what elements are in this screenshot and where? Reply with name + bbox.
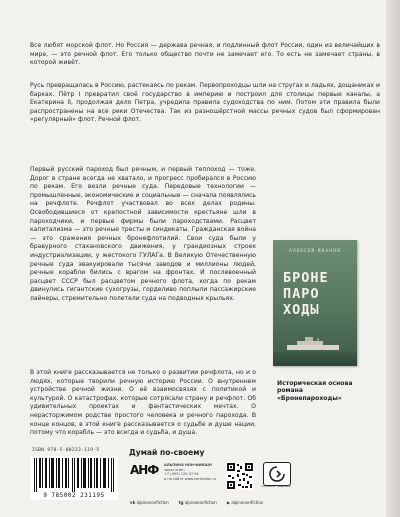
cover-edge <box>386 0 400 517</box>
publisher-logo: АНФ <box>130 463 159 477</box>
paragraph-progress: Первый русский пароход был речным, и первый теплоход — тоже. Дорог в стране всегда не хватало, и прогресс пробирался в Россию по рекам. Его везли речные суда. Передовые технологии — промышленные, экономические и социальные — сначала появлялись на речфлоте. Речфлот участвовал во всех делах родины. Освободившиеся от крепостной зависимости крестьяне шли в пароходчики, и первые фирмы были пароходствами. Расцвет капитализма — это речные тресты и синдикаты. Гражданская война — это сражения речных бронефлотилий. Свои суда были у бравурного стахановского движения, у грандиозных строек индустриализации, у жестокого ГУЛАГа. В Великую Отечественную речные суда эвакуировали тысячи заводов и миллионы людей, речные корабли бились с врагом на фронтах. И послевоенный расцвет СССР был расцветом речного флота, когда по рекам двинулись гигантские сухогрузы, горделиво поплыли пассажирские лайнеры, стремительно полетели суда на подводных крыльях. <box>30 166 256 302</box>
paragraph-intro: Все любят морской флот. Но Россия — держава речная, и подлинный флот России, один из величайших в мире, — это речной флот. Его только общество почти не замечает его. То есть не замечает страны, в которой живёт. <box>30 42 380 67</box>
publisher-badge <box>263 462 291 486</box>
barcode-block <box>30 448 118 500</box>
paragraph-about-book: В этой книге рассказывается не только о развитии речфлота, но и о людях, которые творили речную историю России. О внутреннем устройстве речной жизни. О её взаимосвязях с политикой и культурой. О катастрофах, которые сотрясали страну и речфлот. Об удивительных проектах и фантастических мечтах. О нерасторжимом родстве простого человека и речного парохода. В конце концов, в этой книге рассказывается о судьбе и душе нации, потому что корабль — это всегда и судьба, и душа. <box>30 369 256 437</box>
social-links <box>130 500 263 505</box>
series-name: Думай по-своему <box>129 448 205 457</box>
featured-book-title: БРОНЕ ПАРО ХОДЫ <box>283 270 329 318</box>
qr-code <box>226 462 254 490</box>
featured-book-caption: Историческая основа романа «Бронепароходы» <box>277 380 353 402</box>
telegram-link[interactable]: tg alpinanonfiction <box>178 500 217 505</box>
youtube-link[interactable]: ▶ alpinanonfiction <box>226 500 264 505</box>
paragraph-history: Русь превращалась в Россию, растекаясь по рекам. Первопроходцы шли на стругах и ладьях, дощаниках и барках. Пётр I превратил своё государство в империю и построил для столицы первые каналы, а Екатерина II, продолжая дело Петра, учредила правила судоходства по ним. Потом эти правила были распространены на все реки Отечества. Так из разношёрстной массы речных судов был сформирован «регулярный» флот. Речной флот. <box>30 82 380 124</box>
badge-icon <box>268 466 286 482</box>
badge-label: Сохраняя традиции <box>261 484 291 488</box>
isbn: ISBN 978-5-00223-119-5 <box>32 448 100 453</box>
featured-book-cover <box>273 240 357 366</box>
publisher-info: АЛЬПИНА НОН-ФИКШН заказ книг: +7 (495) 120 07 04 и на сайте www.nonfiction.ru <box>164 463 217 481</box>
water <box>273 352 357 366</box>
back-cover <box>30 0 386 517</box>
featured-book-author: АЛЕКСЕЙ ИВАНОВ <box>288 248 342 253</box>
vk-link[interactable]: vk alpinanonfiction <box>130 500 169 505</box>
barcode-bars <box>30 456 118 492</box>
barcode <box>30 456 118 500</box>
barcode-number: 9 785002 231195 <box>30 493 118 499</box>
ship-illustration <box>283 336 347 352</box>
